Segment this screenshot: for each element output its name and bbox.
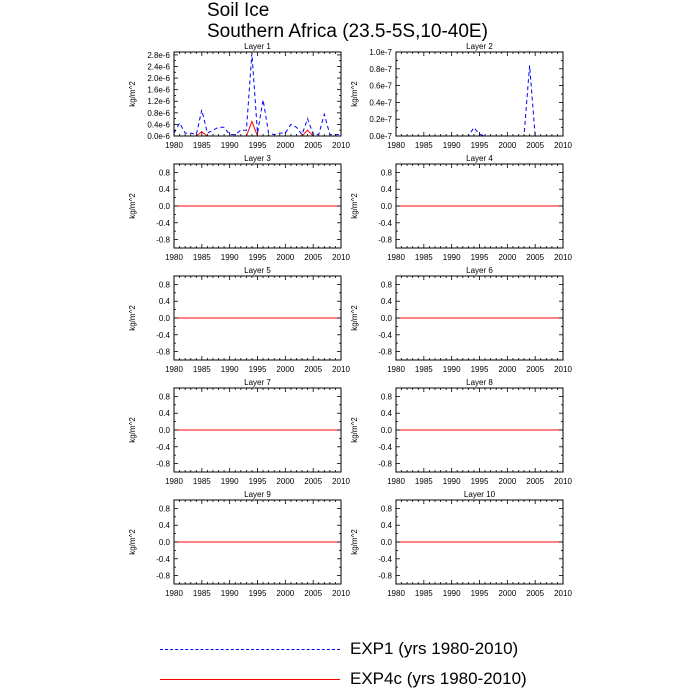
- panel-6: [350, 266, 572, 374]
- x-tick-label: 1985: [414, 253, 433, 262]
- y-tick-label: 1.0e-7: [369, 48, 392, 57]
- legend-label-exp1: EXP1 (yrs 1980-2010): [350, 639, 519, 658]
- x-tick-label: 2000: [276, 477, 295, 486]
- x-tick-label: 1995: [248, 477, 267, 486]
- x-tick-label: 1990: [220, 477, 239, 486]
- y-tick-label: 2.4e-6: [147, 62, 170, 72]
- y-tick-label: 0.4: [380, 185, 392, 195]
- x-tick-label: 1990: [442, 253, 461, 262]
- x-tick-label: 1995: [248, 253, 267, 262]
- x-tick-label: 2005: [304, 477, 323, 486]
- x-tick-label: 1985: [414, 365, 433, 374]
- panel-3: [128, 154, 350, 262]
- y-tick-label: 0.4: [158, 521, 170, 531]
- panel-title: Layer 3: [244, 154, 271, 163]
- legend-swatch-exp1: [160, 649, 340, 650]
- x-tick-label: 1985: [192, 253, 211, 262]
- x-tick-label: 1985: [414, 141, 433, 150]
- y-tick-label: 0.0: [380, 314, 392, 323]
- panel-title: Layer 4: [466, 154, 493, 163]
- x-tick-label: 2000: [498, 141, 517, 150]
- y-tick-label: -0.4: [156, 442, 170, 452]
- y-tick-label: 0.8: [158, 168, 170, 178]
- x-tick-label: 1995: [470, 141, 489, 150]
- x-tick-label: 1985: [414, 477, 433, 486]
- panel-7: [128, 378, 350, 486]
- panel-title: Layer 6: [466, 266, 493, 275]
- x-tick-label: 1985: [192, 589, 211, 598]
- legend-label-exp4c: EXP4c (yrs 1980-2010): [350, 669, 527, 688]
- x-tick-label: 1990: [442, 141, 461, 150]
- y-tick-label: 0.4: [158, 297, 170, 307]
- x-tick-label: 1995: [248, 141, 267, 150]
- x-tick-label: 1995: [470, 253, 489, 262]
- x-tick-label: 1985: [192, 365, 211, 374]
- panel-1: [128, 42, 350, 150]
- panel-title: Layer 1: [244, 42, 271, 51]
- x-tick-label: 1980: [387, 253, 405, 262]
- y-tick-label: 0.6e-7: [369, 81, 392, 91]
- panel-5: [128, 266, 350, 374]
- legend-item-exp4c: [160, 668, 580, 696]
- x-tick-label: 1995: [470, 365, 489, 374]
- y-axis-label: kg/m^2: [350, 305, 359, 331]
- legend-swatch-exp4c: [160, 679, 340, 680]
- x-tick-label: 1985: [192, 477, 211, 486]
- x-tick-label: 1990: [220, 589, 239, 598]
- y-tick-label: 0.8: [158, 280, 170, 290]
- y-tick-label: -0.4: [156, 218, 170, 228]
- panel-8: [350, 378, 572, 486]
- y-axis-label: kg/m^2: [128, 193, 137, 219]
- y-tick-label: 0.0: [380, 202, 392, 211]
- x-tick-label: 1980: [165, 365, 183, 374]
- x-tick-label: 2005: [304, 365, 323, 374]
- y-axis-label: kg/m^2: [128, 417, 137, 443]
- x-tick-label: 2010: [554, 477, 572, 486]
- x-tick-label: 1990: [220, 365, 239, 374]
- x-tick-label: 2005: [526, 477, 545, 486]
- panel-title: Layer 5: [244, 266, 271, 275]
- x-tick-label: 2010: [332, 589, 350, 598]
- y-tick-label: 0.8: [158, 392, 170, 402]
- y-tick-label: 0.0: [158, 426, 170, 435]
- y-tick-label: -0.8: [156, 235, 170, 245]
- y-tick-label: -0.8: [156, 459, 170, 469]
- y-tick-label: 0.4e-7: [369, 98, 392, 108]
- x-tick-label: 2000: [276, 141, 295, 150]
- y-tick-label: 0.4: [380, 297, 392, 307]
- series-exp1: [396, 65, 563, 136]
- y-tick-label: -0.8: [156, 347, 170, 357]
- panel-4: [350, 154, 572, 262]
- y-tick-label: 1.2e-6: [147, 97, 170, 107]
- y-tick-label: 0.8: [158, 504, 170, 514]
- y-tick-label: -0.8: [378, 235, 392, 245]
- x-tick-label: 1980: [165, 253, 183, 262]
- x-tick-label: 2010: [332, 365, 350, 374]
- y-axis-label: kg/m^2: [128, 305, 137, 331]
- y-tick-label: -0.4: [378, 442, 392, 452]
- y-tick-label: -0.8: [378, 571, 392, 581]
- y-tick-label: -0.4: [378, 330, 392, 340]
- y-tick-label: 0.8: [380, 168, 392, 178]
- plot-frame: [396, 52, 563, 136]
- x-tick-label: 2010: [332, 141, 350, 150]
- y-axis-label: kg/m^2: [350, 193, 359, 219]
- y-tick-label: 2.0e-6: [147, 74, 170, 84]
- x-tick-label: 1980: [165, 141, 183, 150]
- x-tick-label: 1990: [442, 477, 461, 486]
- x-tick-label: 1980: [165, 589, 183, 598]
- y-axis-label: kg/m^2: [350, 529, 359, 555]
- x-tick-label: 2010: [332, 253, 350, 262]
- y-tick-label: -0.4: [378, 218, 392, 228]
- x-tick-label: 2010: [332, 477, 350, 486]
- y-axis-label: kg/m^2: [128, 529, 137, 555]
- x-tick-label: 2005: [526, 365, 545, 374]
- x-tick-label: 2000: [276, 253, 295, 262]
- legend-item-exp1: [160, 638, 580, 666]
- panel-title: Layer 9: [244, 490, 271, 499]
- x-tick-label: 2005: [526, 141, 545, 150]
- x-tick-label: 1980: [387, 477, 405, 486]
- figure-title-line2: Southern Africa (23.5-5S,10-40E): [207, 21, 488, 42]
- panel-9: [128, 490, 350, 598]
- y-tick-label: 0.2e-7: [369, 115, 392, 125]
- x-tick-label: 2000: [498, 477, 517, 486]
- x-tick-label: 1990: [220, 141, 239, 150]
- y-tick-label: -0.8: [378, 347, 392, 357]
- panel-2: [350, 42, 572, 150]
- y-tick-label: 0.0e-6: [147, 132, 170, 141]
- y-tick-label: 0.0: [158, 314, 170, 323]
- x-tick-label: 2000: [276, 589, 295, 598]
- y-tick-label: -0.8: [156, 571, 170, 581]
- panel-title: Layer 2: [466, 42, 493, 51]
- x-tick-label: 1995: [248, 365, 267, 374]
- y-axis-label: kg/m^2: [128, 81, 137, 107]
- x-tick-label: 1980: [387, 589, 405, 598]
- series-exp1: [174, 53, 341, 134]
- y-tick-label: 0.4: [380, 521, 392, 531]
- y-tick-label: -0.4: [378, 554, 392, 564]
- x-tick-label: 1995: [470, 477, 489, 486]
- y-tick-label: 1.6e-6: [147, 85, 170, 95]
- y-tick-label: 2.8e-6: [147, 50, 170, 60]
- y-tick-label: 0.8: [380, 392, 392, 402]
- y-axis-label: kg/m^2: [350, 417, 359, 443]
- x-tick-label: 2000: [276, 365, 295, 374]
- y-axis-label: kg/m^2: [350, 81, 359, 107]
- y-tick-label: 0.4: [380, 409, 392, 419]
- y-tick-label: 0.4e-6: [147, 120, 170, 130]
- panel-10: [350, 490, 572, 598]
- x-tick-label: 2010: [554, 253, 572, 262]
- x-tick-label: 2010: [554, 589, 572, 598]
- y-tick-label: -0.4: [156, 554, 170, 564]
- x-tick-label: 1995: [470, 589, 489, 598]
- y-tick-label: -0.4: [156, 330, 170, 340]
- panel-title: Layer 8: [466, 378, 493, 387]
- x-tick-label: 1980: [387, 141, 405, 150]
- figure-title-line1: Soil Ice: [207, 0, 270, 21]
- x-tick-label: 1980: [165, 477, 183, 486]
- y-tick-label: 0.0: [158, 538, 170, 547]
- x-tick-label: 1985: [414, 589, 433, 598]
- x-tick-label: 2005: [526, 253, 545, 262]
- x-tick-label: 2000: [498, 365, 517, 374]
- y-tick-label: 0.4: [158, 409, 170, 419]
- x-tick-label: 2000: [498, 253, 517, 262]
- y-tick-label: 0.4: [158, 185, 170, 195]
- y-tick-label: 0.0e-7: [369, 132, 392, 141]
- x-tick-label: 1990: [442, 365, 461, 374]
- y-tick-label: 0.0: [380, 538, 392, 547]
- y-tick-label: 0.8e-7: [369, 64, 392, 74]
- x-tick-label: 2005: [304, 253, 323, 262]
- y-tick-label: 0.8: [380, 504, 392, 514]
- y-tick-label: 0.8e-6: [147, 108, 170, 118]
- x-tick-label: 1990: [220, 253, 239, 262]
- x-tick-label: 2005: [304, 589, 323, 598]
- x-tick-label: 1985: [192, 141, 211, 150]
- x-tick-label: 2000: [498, 589, 517, 598]
- y-tick-label: 0.8: [380, 280, 392, 290]
- y-tick-label: 0.0: [158, 202, 170, 211]
- x-tick-label: 2010: [554, 365, 572, 374]
- x-tick-label: 1995: [248, 589, 267, 598]
- x-tick-label: 2010: [554, 141, 572, 150]
- y-tick-label: -0.8: [378, 459, 392, 469]
- panel-title: Layer 10: [463, 490, 496, 499]
- panel-title: Layer 7: [244, 378, 271, 387]
- x-tick-label: 1980: [387, 365, 405, 374]
- x-tick-label: 2005: [526, 589, 545, 598]
- y-tick-label: 0.0: [380, 426, 392, 435]
- x-tick-label: 1990: [442, 589, 461, 598]
- x-tick-label: 2005: [304, 141, 323, 150]
